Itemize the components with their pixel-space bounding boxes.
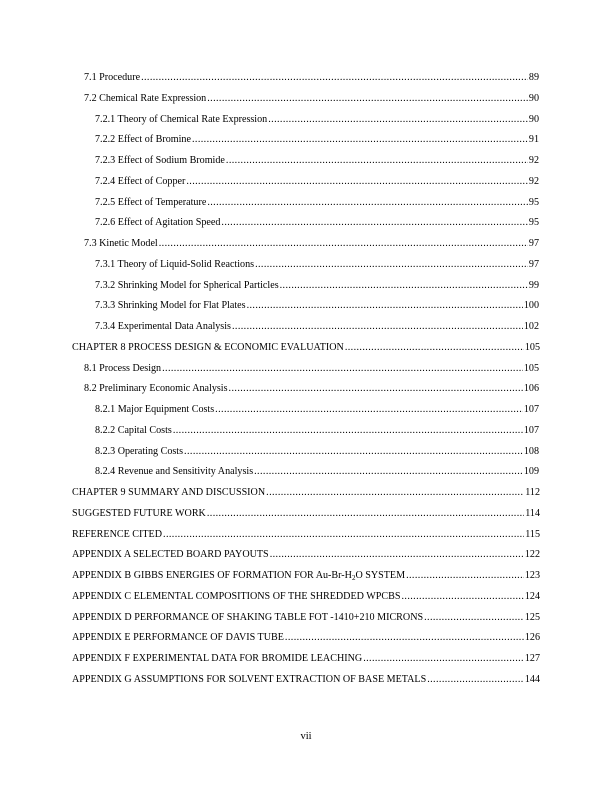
toc-entry[interactable] — [0, 215, 612, 231]
dot-leader — [207, 195, 528, 211]
dot-leader — [207, 91, 528, 107]
dot-leader — [270, 547, 524, 563]
dot-leader — [401, 589, 523, 605]
dot-leader — [173, 423, 523, 439]
toc-entry-title: 7.3.4 Experimental Data Analysis — [95, 321, 231, 332]
toc-entry-title: 8.2.4 Revenue and Sensitivity Analysis — [95, 466, 254, 478]
dot-leader — [186, 174, 528, 190]
dot-leader — [363, 651, 524, 667]
toc-entry[interactable] — [0, 568, 612, 584]
toc-entry-title: 8.2 Preliminary Economic Analysis — [84, 383, 228, 395]
toc-entry[interactable] — [0, 236, 612, 252]
toc-entry[interactable] — [0, 444, 612, 460]
page-number: vii — [300, 731, 312, 742]
toc-entry[interactable] — [0, 485, 612, 501]
dot-leader — [159, 236, 528, 252]
toc-entry-title: 7.2.2 Effect of Bromine — [95, 134, 191, 146]
dot-leader — [247, 298, 523, 314]
dot-leader — [207, 506, 524, 522]
toc-entry-title: 7.3.1 Theory of Liquid-Solid Reactions — [95, 258, 255, 270]
toc-entry[interactable] — [0, 464, 612, 480]
toc-entry[interactable] — [0, 132, 612, 148]
toc-entry[interactable] — [0, 547, 612, 563]
dot-leader — [406, 568, 524, 584]
toc-entry[interactable] — [0, 298, 612, 314]
toc-entry-title: APPENDIX G ASSUMPTIONS FOR SOLVENT EXTRACTION OF BASE METALS — [72, 673, 427, 685]
toc-entry-page: 99 — [528, 279, 539, 291]
toc-entry[interactable] — [0, 257, 612, 273]
dot-leader — [221, 215, 528, 231]
toc-entry-page: 97 — [528, 258, 539, 270]
toc-entry-page: 106 — [523, 383, 539, 395]
toc-entry-page: 100 — [523, 300, 539, 312]
toc-entry[interactable] — [0, 672, 612, 688]
toc-entry-title: 8.2.1 Major Equipment Costs — [95, 404, 215, 415]
toc-entry[interactable] — [0, 423, 612, 439]
dot-leader — [184, 444, 523, 460]
toc-entry-page: 95 — [528, 217, 539, 229]
toc-entry-title: 7.3.2 Shrinking Model for Spherical Particles — [95, 279, 279, 291]
toc-entry-page: 112 — [525, 487, 540, 498]
toc-entry-page: 91 — [528, 134, 539, 146]
dot-leader — [268, 112, 528, 128]
toc-entry-title: 7.2.5 Effect of Temperature — [95, 196, 207, 208]
toc-entry-page: 109 — [523, 466, 539, 478]
toc-entry-page: 95 — [528, 196, 539, 208]
toc-entry-page: 105 — [523, 362, 539, 374]
toc-entry-title: 8.2.3 Operating Costs — [95, 445, 184, 457]
toc-entry-title: 7.2 Chemical Rate Expression — [84, 92, 207, 104]
toc-entry-title: 7.3.3 Shrinking Model for Flat Plates — [95, 300, 246, 312]
dot-leader — [427, 672, 524, 688]
dot-leader — [424, 610, 524, 626]
toc-entry-page: 108 — [523, 445, 539, 457]
toc-entry-page: 102 — [523, 321, 539, 332]
toc-entry[interactable] — [0, 381, 612, 397]
dot-leader — [215, 402, 523, 418]
toc-entry-title: APPENDIX A SELECTED BOARD PAYOUTS — [72, 549, 269, 561]
toc-entry-page: 115 — [525, 528, 540, 540]
toc-entry[interactable] — [0, 527, 612, 543]
toc-entry-page: 127 — [524, 653, 540, 664]
toc-entry-title: APPENDIX C ELEMENTAL COMPOSITIONS OF THE SHREDDED WPCBS — [72, 590, 401, 602]
toc-entry-title: SUGGESTED FUTURE WORK — [72, 507, 206, 519]
dot-leader — [266, 485, 524, 501]
toc-entry[interactable] — [0, 112, 612, 128]
toc-entry[interactable] — [0, 340, 612, 356]
toc-entry-title: APPENDIX F EXPERIMENTAL DATA FOR BROMIDE LEACHING — [72, 653, 363, 664]
dot-leader — [254, 464, 523, 480]
toc-entry-page: 105 — [524, 341, 540, 353]
toc-entry-title: APPENDIX E PERFORMANCE OF DAVIS TUBE — [72, 632, 284, 644]
toc-entry[interactable] — [0, 174, 612, 190]
dot-leader — [345, 340, 524, 356]
toc-entry-page: 89 — [528, 72, 539, 83]
toc-entry-page: 90 — [528, 92, 539, 104]
toc-entry-page: 90 — [528, 113, 539, 125]
toc-entry-title: APPENDIX B GIBBS ENERGIES OF FORMATION FOR $Au-Br-H_2O$ SYSTEM — [72, 570, 406, 582]
toc-entry-title: 7.2.1 Theory of Chemical Rate Expression — [95, 113, 268, 125]
toc-entry[interactable] — [0, 195, 612, 211]
toc-entry-title: 7.2.4 Effect of Copper — [95, 175, 186, 187]
dot-leader — [280, 278, 528, 294]
toc-entry[interactable] — [0, 319, 612, 335]
dot-leader — [162, 361, 523, 377]
toc-entry-title: CHAPTER 9 SUMMARY AND DISCUSSION — [72, 487, 266, 498]
toc-entry-page: 126 — [524, 632, 540, 644]
dot-leader — [229, 381, 523, 397]
toc-entry-page: 92 — [528, 175, 539, 187]
toc-entry[interactable] — [0, 589, 612, 605]
toc-entry[interactable] — [0, 70, 612, 86]
toc-entry-title: APPENDIX D PERFORMANCE OF SHAKING TABLE FOT -1410+210 MICRONS — [72, 611, 424, 623]
toc-entry[interactable] — [0, 402, 612, 418]
toc-entry-page: 92 — [528, 155, 539, 166]
toc-entry[interactable] — [0, 153, 612, 169]
toc-entry[interactable] — [0, 278, 612, 294]
dot-leader — [255, 257, 528, 273]
toc-entry-title: 7.2.3 Effect of Sodium Bromide — [95, 155, 225, 166]
dot-leader — [285, 630, 524, 646]
toc-entry-page: 107 — [523, 404, 539, 415]
toc-entry-page: 144 — [524, 673, 540, 685]
toc-entry[interactable] — [0, 91, 612, 107]
toc-entry-page: 97 — [528, 238, 539, 249]
dot-leader — [232, 319, 523, 335]
toc-entry[interactable] — [0, 610, 612, 626]
toc-entry-title: 7.1 Procedure — [84, 72, 141, 83]
toc-entry-title: REFERENCE CITED — [72, 528, 163, 540]
dot-leader — [141, 70, 528, 86]
toc-entry-title: 8.2.2 Capital Costs — [95, 424, 172, 436]
toc-entry[interactable] — [0, 506, 612, 522]
toc-entry[interactable] — [0, 651, 612, 667]
toc-entry-title: CHAPTER 8 PROCESS DESIGN & ECONOMIC EVALUATION — [72, 341, 344, 353]
toc-entry-page: 107 — [523, 424, 539, 436]
toc-entry-page: 124 — [524, 590, 540, 602]
toc-entry-page: 123 — [524, 570, 540, 581]
dot-leader — [163, 527, 524, 543]
dot-leader — [192, 132, 528, 148]
dot-leader — [226, 153, 528, 169]
toc-entry-page: 125 — [524, 611, 540, 623]
toc-entry-title: 7.3 Kinetic Model — [84, 238, 158, 249]
toc-entry-title: 7.2.6 Effect of Agitation Speed — [95, 217, 221, 229]
toc-entry-title: 8.1 Process Design — [84, 362, 162, 374]
toc-entry[interactable] — [0, 361, 612, 377]
toc-entry-page: 122 — [524, 549, 540, 561]
toc-entry-page: 114 — [525, 507, 540, 519]
toc-entry[interactable] — [0, 630, 612, 646]
